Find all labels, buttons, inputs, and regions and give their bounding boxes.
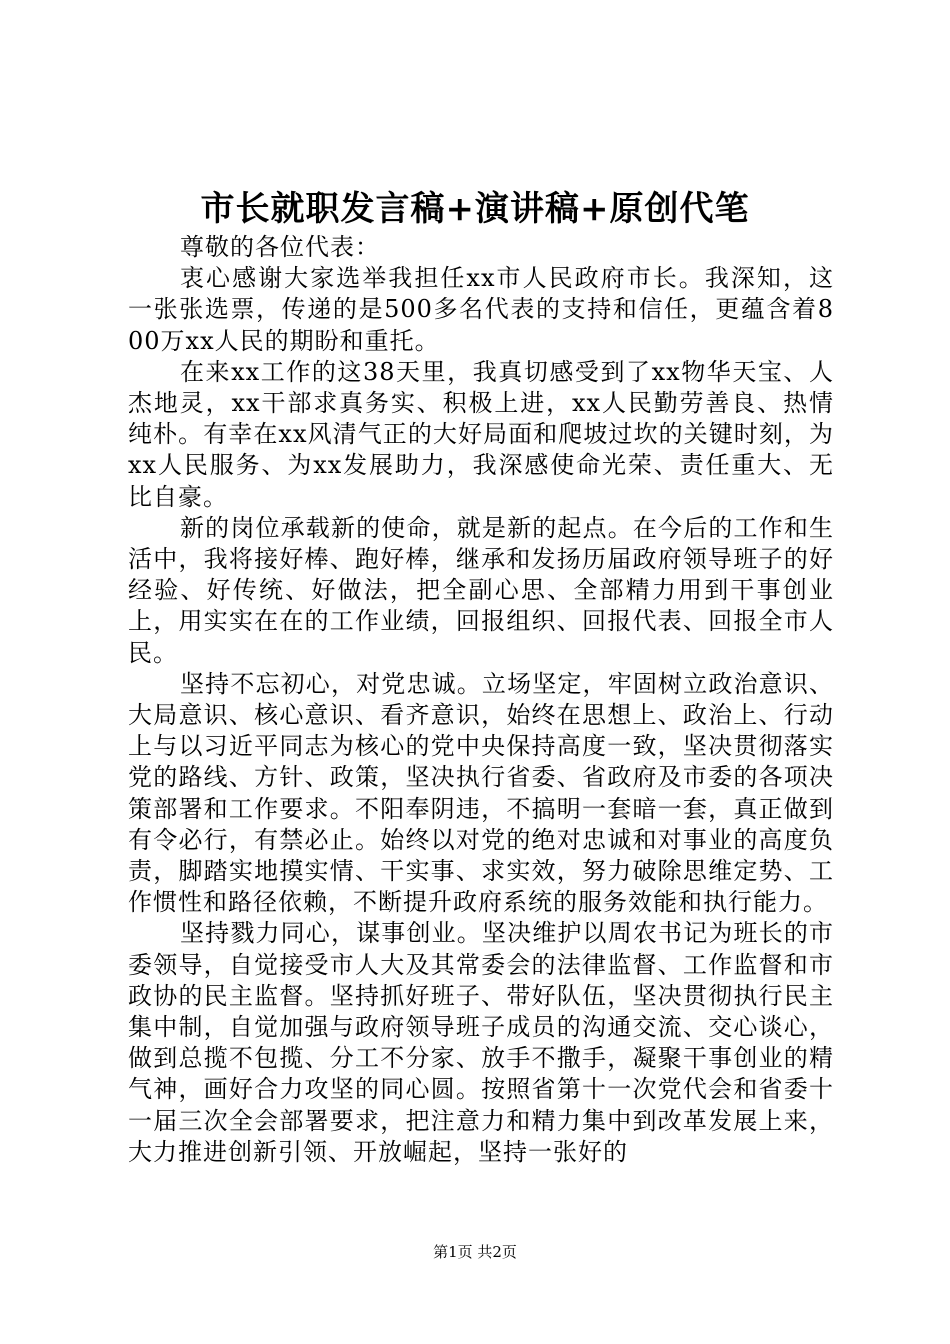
page-footer: 第1页 共2页 bbox=[433, 1243, 517, 1261]
salutation-paragraph: 尊敬的各位代表： bbox=[180, 233, 380, 261]
body-paragraph: 衷心感谢大家选举我担任xx市人民政府市长。我深知，这一张张选票，传递的是500多名代表的支持和信任，更蕴含着800万xx人民的期盼和重托。 bbox=[128, 264, 834, 355]
document-title: 市长就职发言稿+演讲稿+原创代笔 bbox=[200, 189, 750, 229]
body-paragraph: 坚持戮力同心，谋事创业。坚决维护以周农书记为班长的市委领导，自觉接受市人大及其常委会的法律监督、工作监督和市政协的民主监督。坚持抓好班子、带好队伍，坚决贯彻执行民主集中制，自觉加强与政府领导班子成员的沟通交流、交心谈心，做到总揽不包揽、分工不分家、放手不撒手，凝聚干事创业的精气神，画好合力攻坚的同心圆。按照省第十一次党代会和省委十一届三次全会部署要求，把注意力和精力集中到改革发展上来，大力推进创新引领、开放崛起，坚持一张好的 bbox=[128, 919, 834, 1166]
body-paragraph: 新的岗位承载新的使命，就是新的起点。在今后的工作和生活中，我将接好棒、跑好棒，继承和发扬历届政府领导班子的好经验、好传统、好做法，把全副心思、全部精力用到干事创业上，用实实在在的工作业绩，回报组织、回报代表、回报全市人民。 bbox=[128, 513, 834, 667]
body-paragraph: 坚持不忘初心，对党忠诚。立场坚定，牢固树立政治意识、大局意识、核心意识、看齐意识，始终在思想上、政治上、行动上与以习近平同志为核心的党中央保持高度一致，坚决贯彻落实党的路线、方针、政策，坚决执行省委、省政府及市委的各项决策部署和工作要求。不阳奉阴违，不搞明一套暗一套，真正做到有令必行，有禁必止。始终以对党的绝对忠诚和对事业的高度负责，脚踏实地摸实情、干实事、求实效，努力破除思维定势、工作惯性和路径依赖，不断提升政府系统的服务效能和执行能力。 bbox=[128, 669, 834, 917]
document-body bbox=[128, 232, 834, 1168]
body-paragraph: 在来xx工作的这38天里，我真切感受到了xx物华天宝、人杰地灵，xx干部求真务实、积极上进，xx人民勤劳善良、热情纯朴。有幸在xx风清气正的大好局面和爬坡过坎的关键时刻，为xx人民服务、为xx发展助力，我深感使命光荣、责任重大、无比自豪。 bbox=[128, 357, 834, 511]
